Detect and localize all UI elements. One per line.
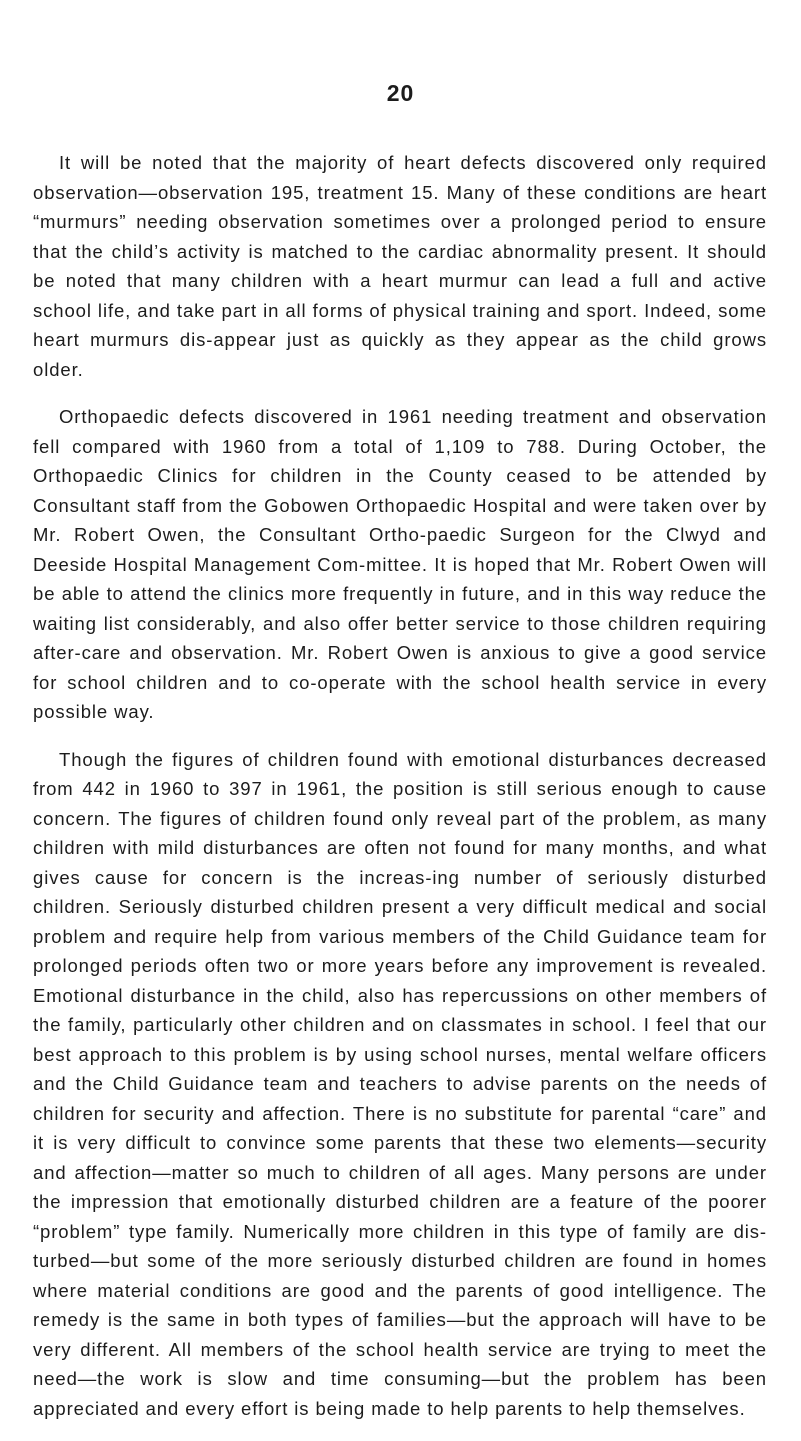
paragraph-orthopaedic-defects: Orthopaedic defects discovered in 1961 needing treatment and observation fell compared with 1960 from a total of 1,109 to 788. During October, the Orthopaedic Clinics for children in the County ceased to be attended by Consultant staff from the Gobowen Orthopaedic Hospital and were taken over by Mr. Robert Owen, the Consultant Ortho-paedic Surgeon for the Clwyd and Deeside Hospital Management Com-mittee. It is hoped that Mr. Robert Owen will be able to attend the clinics more frequently in future, and in this way reduce the waiting list considerably, and also offer better service to those children requiring after-care and observation. Mr. Robert Owen is anxious to give a good service for school children and to co-operate with the school health service in every possible way.: [33, 406, 767, 722]
paragraph-heart-defects: It will be noted that the majority of heart defects discovered only required observation—observation 195, treatment 15. Many of these conditions are heart “murmurs” needing observation sometimes over a prolonged period to ensure that the child’s activity is matched to the cardiac abnormality present. It should be noted that many children with a heart murmur can lead a full and active school life, and take part in all forms of physical training and sport. Indeed, some heart murmurs dis-appear just as quickly as they appear as the child grows older.: [33, 152, 767, 380]
body-text: [33, 148, 767, 1441]
paragraph-emotional-disturbances: Though the figures of children found with emotional disturbances decreased from 442 in 1960 to 397 in 1961, the position is still serious enough to cause concern. The figures of children found only reveal part of the problem, as many children with mild disturbances are often not found for many months, and what gives cause for concern is the increas-ing number of seriously disturbed children. Seriously disturbed children present a very difficult medical and social problem and require help from various members of the Child Guidance team for prolonged periods often two or more years before any improvement is revealed. Emotional disturbance in the child, also has repercussions on other members of the family, particularly other children and on classmates in school. I feel that our best approach to this problem is by using school nurses, mental welfare officers and the Child Guidance team and teachers to advise parents on the needs of children for security and affection. There is no substitute for parental “care” and it is very difficult to convince some parents that these two elements—security and affection—matter so much to children of all ages. Many persons are under the impression that emotionally disturbed children are a feature of the poorer “problem” type family. Numerically more children in this type of family are dis-turbed—but some of the more seriously disturbed children are found in homes where material conditions are good and the parents of good intelligence. The remedy is the same in both types of families—but the approach will have to be very different. All members of the school health service are trying to meet the need—the work is slow and time consuming—but the problem has been appreciated and every effort is being made to help parents to help themselves.: [33, 748, 767, 1419]
page-number: 20: [386, 80, 415, 106]
